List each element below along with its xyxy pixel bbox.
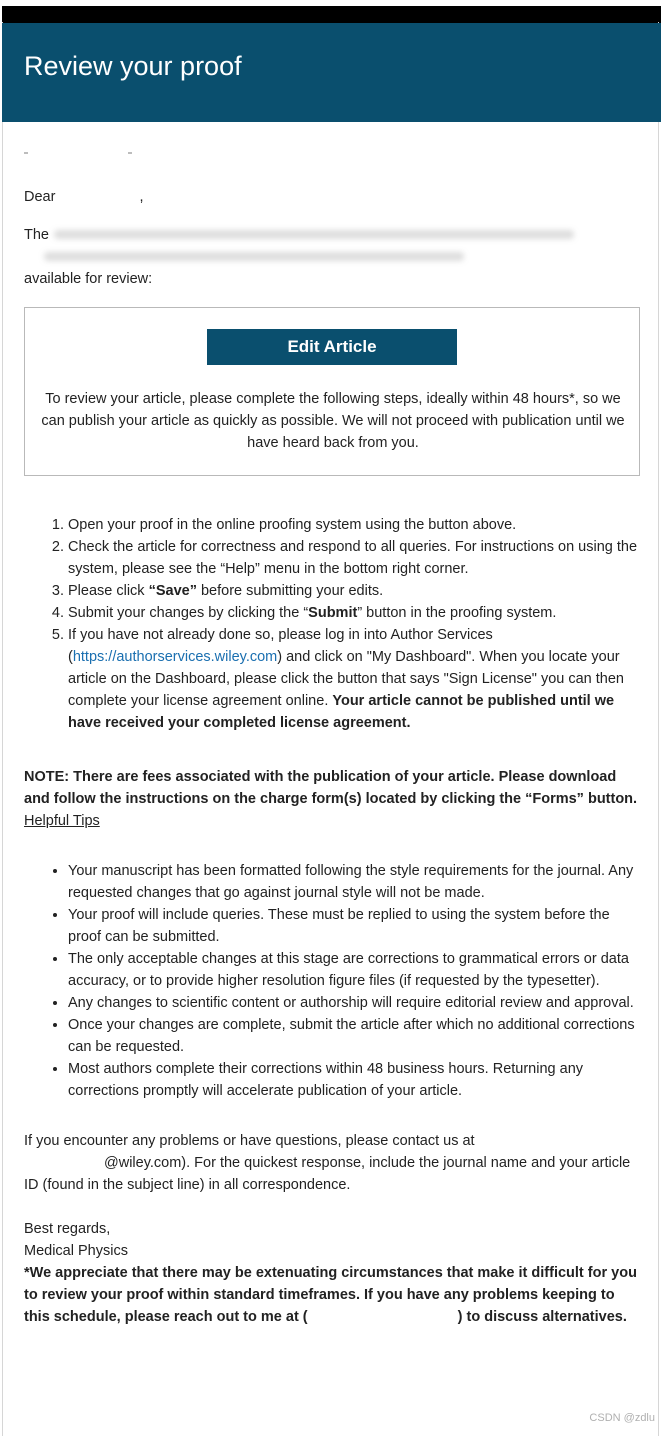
signature: Medical Physics bbox=[24, 1243, 128, 1259]
step-text: Please click bbox=[68, 583, 149, 599]
steps-list bbox=[24, 514, 640, 734]
author-services-link[interactable]: https://authorservices.wiley.com bbox=[72, 649, 278, 665]
tip-item: • Any changes to scientific content or authorship will require editorial review and approval. bbox=[68, 992, 640, 1014]
step-item bbox=[68, 602, 640, 624]
footnote-text: ) to discuss alternatives. bbox=[457, 1309, 627, 1325]
closing bbox=[24, 1218, 640, 1328]
contact-text: @wiley.com). For the quickest response, include the journal name and your article ID (found in the subject line) in all correspondence. bbox=[24, 1155, 631, 1193]
footnote-text: *We appreciate that there may be extenuating circumstances that make it difficult for you to review your proof within standard timeframes. If you have any problems keeping to this schedule, please reach out to me at ( bbox=[24, 1265, 637, 1325]
contact-line-1: If you encounter any problems or have questions, please contact us at bbox=[24, 1133, 475, 1149]
tip-item: • Once your changes are complete, submit the article after which no additional corrections can be requested. bbox=[68, 1014, 640, 1058]
action-instructions: To review your article, please complete the following steps, ideally within 48 hours*, so we can publish your article as quickly as possible. We will not proceed with publication until we have heard back from you. bbox=[41, 391, 625, 451]
intro-line-2-redacted bbox=[24, 246, 640, 268]
step-text: Check the article for correctness and respond to all queries. For instructions on using the system, please see the “Help” menu in the bottom right corner. bbox=[68, 539, 638, 577]
tip-item: • Most authors complete their corrections within 48 business hours. Returning any corrections promptly will accelerate publication of your article. bbox=[68, 1058, 640, 1102]
tip-item: • The only acceptable changes at this stage are corrections to grammatical errors or data accuracy, or to provide higher resolution figure files (if requested by the typesetter). bbox=[68, 948, 640, 992]
header-banner bbox=[2, 23, 661, 122]
redacted-email bbox=[24, 1155, 104, 1167]
step-text: before submitting your edits. bbox=[196, 583, 384, 599]
redacted-contact bbox=[308, 1309, 458, 1321]
step-bold: “Save” bbox=[148, 583, 197, 599]
fees-note: NOTE: There are fees associated with the publication of your article. Please download and follow the instructions on the charge form(s) located by clicking the “Forms” button. bbox=[24, 769, 638, 807]
intro-line-1 bbox=[24, 224, 640, 246]
intro-paragraph bbox=[24, 224, 640, 290]
step-bold: Your article cannot be published until we have received your completed license agreement. bbox=[68, 693, 615, 731]
step-item bbox=[68, 624, 640, 734]
redacted-date bbox=[24, 142, 640, 154]
step-text: If you have not already done so, please log in into Author Services ( bbox=[68, 627, 493, 665]
contact-paragraph bbox=[24, 1130, 640, 1196]
step-text: Open your proof in the online proofing system using the button above. bbox=[68, 517, 517, 533]
tips-list bbox=[24, 860, 640, 1102]
step-bold: Submit bbox=[308, 605, 358, 621]
tip-item: • Your manuscript has been formatted following the style requirements for the journal. Any requested changes that go against journal style will not be made. bbox=[68, 860, 640, 904]
contact-line-2 bbox=[24, 1152, 640, 1196]
step-text: ) and click on "My Dashboard". When you locate your article on the Dashboard, please click the button that says "Sign License" you can then complete your license agreement online. bbox=[68, 649, 624, 709]
step-text: ” button in the proofing system. bbox=[357, 605, 557, 621]
watermark: CSDN @zdlu bbox=[589, 1412, 655, 1424]
edit-article-button[interactable]: Edit Article bbox=[207, 329, 457, 365]
salutation: Dear bbox=[24, 189, 56, 205]
intro-tail: available for review: bbox=[24, 271, 153, 287]
greeting-comma: , bbox=[139, 189, 144, 205]
action-box bbox=[24, 307, 640, 476]
redacted-name bbox=[59, 189, 139, 201]
step-item bbox=[68, 514, 640, 536]
step-text: Submit your changes by clicking the “ bbox=[68, 605, 309, 621]
intro-lead: The bbox=[24, 227, 49, 243]
greeting bbox=[24, 186, 640, 208]
step-item bbox=[68, 536, 640, 580]
footnote bbox=[24, 1262, 640, 1328]
tip-item: • Your proof will include queries. These must be replied to using the system before the proof can be submitted. bbox=[68, 904, 640, 948]
email-body bbox=[24, 140, 640, 1328]
page-title: Review your proof bbox=[24, 51, 242, 81]
regards: Best regards, bbox=[24, 1221, 111, 1237]
helpful-tips-link[interactable]: Helpful Tips bbox=[24, 813, 100, 829]
step-item bbox=[68, 580, 640, 602]
